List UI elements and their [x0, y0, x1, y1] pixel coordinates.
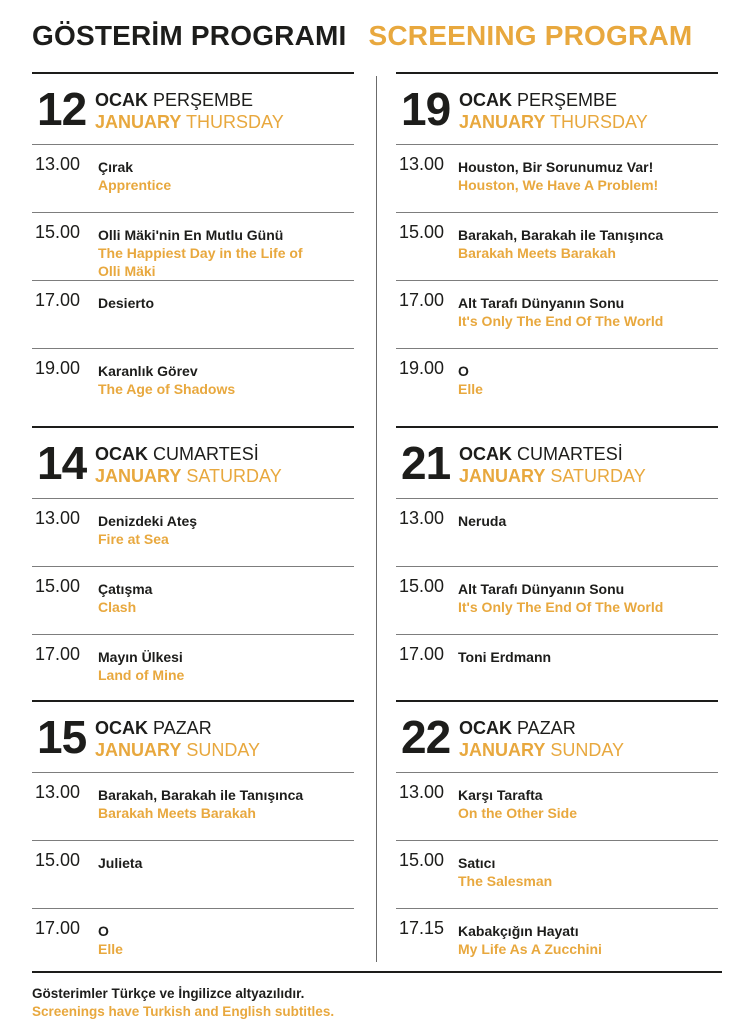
film-title-english-line1: Houston, We Have A Problem!: [458, 177, 659, 193]
weekday-english: SATURDAY: [186, 466, 282, 486]
month-english: JANUARY: [95, 740, 182, 760]
day-block: [32, 426, 354, 702]
day-label-english: [95, 466, 282, 486]
day-header: [396, 72, 718, 144]
film-title-english: [98, 176, 171, 194]
screening-slot: [32, 280, 354, 348]
film-title-english: [98, 940, 123, 958]
film-title-turkish: Alt Tarafı Dünyanın Sonu: [458, 295, 625, 311]
film-title-english: [458, 940, 602, 958]
screening-time: 15.00: [399, 222, 445, 242]
screening-slot: [396, 498, 718, 566]
day-label-english: [95, 740, 260, 760]
title-turkish: GÖSTERİM PROGRAMI: [32, 20, 347, 51]
day-header: [32, 72, 354, 144]
film-title-english-line1: My Life As A Zucchini: [458, 941, 602, 957]
screening-slot: [396, 212, 718, 280]
day-block: [396, 426, 718, 702]
screening-time: 19.00: [35, 358, 81, 378]
screening-time: 15.00: [35, 850, 81, 870]
screening-slot: [396, 280, 718, 348]
day-number: 19: [401, 83, 451, 135]
film-title-english-line1: The Salesman: [458, 873, 553, 889]
weekday-turkish: CUMARTESİ: [517, 444, 623, 464]
screening-time: 17.00: [399, 290, 445, 310]
screening-slot: [32, 772, 354, 840]
film-title-english: [458, 598, 663, 616]
screening-time: 13.00: [399, 508, 445, 528]
film-title-english-line1: The Age of Shadows: [98, 381, 236, 397]
screening-slot: [32, 634, 354, 702]
page-title: [32, 20, 692, 52]
film-title-english: [98, 804, 256, 822]
month-english: JANUARY: [459, 112, 546, 132]
day-label-english: [459, 466, 646, 486]
film-title-turkish: Toni Erdmann: [458, 649, 552, 665]
day-header: [396, 700, 718, 772]
screening-slot: [32, 566, 354, 634]
film-title-turkish: Julieta: [98, 855, 143, 871]
screening-time: 15.00: [399, 576, 445, 596]
screening-slot: [396, 348, 718, 416]
screening-time: 13.00: [399, 154, 445, 174]
month-english: JANUARY: [95, 466, 182, 486]
weekday-turkish: PERŞEMBE: [153, 90, 254, 110]
film-title-turkish: Çatışma: [98, 581, 153, 597]
screening-slot: [396, 772, 718, 840]
film-title-english: [458, 244, 616, 262]
weekday-turkish: PERŞEMBE: [517, 90, 618, 110]
screening-slot: [32, 840, 354, 908]
screening-slot: [32, 212, 354, 280]
film-title-turkish: O: [98, 923, 109, 939]
screening-time: 15.00: [35, 576, 81, 596]
film-title-english: [98, 380, 235, 398]
film-title-english: [458, 380, 483, 398]
month-english: JANUARY: [459, 740, 546, 760]
film-title-turkish: Çırak: [98, 159, 134, 175]
film-title-turkish: Satıcı: [458, 855, 496, 871]
film-title-english-line1: Fire at Sea: [98, 531, 169, 547]
day-block: [32, 72, 354, 416]
film-title-turkish: Barakah, Barakah ile Tanışınca: [98, 787, 304, 803]
film-title-english-line1: It's Only The End Of The World: [458, 599, 664, 615]
screening-time: 17.00: [35, 644, 81, 664]
film-title-turkish: Mayın Ülkesi: [98, 649, 183, 665]
film-title-english: [458, 872, 552, 890]
film-title-english: [98, 598, 136, 616]
footer-note-english: Screenings have Turkish and English subtitles.: [32, 1004, 335, 1019]
day-block: [396, 700, 718, 976]
film-title-english-line1: Land of Mine: [98, 667, 185, 683]
month-english: JANUARY: [459, 466, 546, 486]
weekday-turkish: PAZAR: [517, 718, 576, 738]
film-title-english-line1: Clash: [98, 599, 137, 615]
day-header: [396, 426, 718, 498]
month-turkish: OCAK: [459, 718, 512, 738]
day-label-english: [459, 112, 648, 132]
weekday-english: THURSDAY: [550, 112, 648, 132]
month-turkish: OCAK: [95, 718, 148, 738]
film-title-turkish: Alt Tarafı Dünyanın Sonu: [458, 581, 625, 597]
day-label-turkish: [95, 718, 212, 738]
film-title-turkish: Neruda: [458, 513, 507, 529]
screening-slot: [396, 566, 718, 634]
film-title-english: [98, 530, 169, 548]
screening-time: 13.00: [35, 782, 81, 802]
day-label-english: [95, 112, 284, 132]
screening-time: 15.00: [35, 222, 81, 242]
day-number: 12: [37, 83, 87, 135]
film-title-turkish: Denizdeki Ateş: [98, 513, 198, 529]
day-label-turkish: [459, 90, 617, 110]
film-title-english-line1: On the Other Side: [458, 805, 578, 821]
weekday-turkish: CUMARTESİ: [153, 444, 259, 464]
screening-slot: [32, 348, 354, 416]
film-title-english-line1: It's Only The End Of The World: [458, 313, 664, 329]
screening-time: 13.00: [399, 782, 445, 802]
film-title-english: [98, 666, 184, 684]
film-title-english: [98, 244, 303, 280]
screening-time: 17.00: [35, 918, 81, 938]
film-title-english-line1: Elle: [98, 941, 123, 957]
weekday-english: SUNDAY: [550, 740, 625, 760]
footer-note-turkish: Gösterimler Türkçe ve İngilizce altyazılıdır.: [32, 986, 305, 1001]
screening-time: 19.00: [399, 358, 445, 378]
film-title-english-line1: Barakah Meets Barakah: [458, 245, 616, 261]
month-turkish: OCAK: [459, 444, 512, 464]
day-block: [396, 72, 718, 416]
day-label-turkish: [459, 718, 576, 738]
weekday-turkish: PAZAR: [153, 718, 212, 738]
day-block: [32, 700, 354, 976]
film-title-turkish: Barakah, Barakah ile Tanışınca: [458, 227, 664, 243]
month-turkish: OCAK: [95, 444, 148, 464]
film-title-turkish: Houston, Bir Sorunumuz Var!: [458, 159, 654, 175]
screening-slot: [396, 144, 718, 212]
screening-time: 17.00: [399, 644, 445, 664]
day-header: [32, 700, 354, 772]
screening-time: 15.00: [399, 850, 445, 870]
day-number: 14: [37, 437, 87, 489]
screening-time: 17.15: [399, 918, 445, 938]
film-title-english-line1: Elle: [458, 381, 483, 397]
month-english: JANUARY: [95, 112, 182, 132]
column-divider: [376, 76, 377, 962]
weekday-english: SUNDAY: [186, 740, 261, 760]
day-header: [32, 426, 354, 498]
day-number: 22: [401, 711, 451, 763]
film-title-english-line1: Apprentice: [98, 177, 172, 193]
screening-time: 13.00: [35, 154, 81, 174]
film-title-turkish: Kabakçığın Hayatı: [458, 923, 579, 939]
screening-slot: [32, 498, 354, 566]
film-title-turkish: Karanlık Görev: [98, 363, 198, 379]
day-number: 21: [401, 437, 451, 489]
screening-time: 17.00: [35, 290, 81, 310]
film-title-turkish: Olli Mäki'nin En Mutlu Günü: [98, 227, 284, 243]
day-label-turkish: [95, 444, 259, 464]
film-title-english: [458, 804, 577, 822]
film-title-turkish: O: [458, 363, 469, 379]
film-title-english-line1: The Happiest Day in the Life of: [98, 245, 303, 261]
weekday-english: SATURDAY: [550, 466, 646, 486]
month-turkish: OCAK: [459, 90, 512, 110]
screening-slot: [396, 634, 718, 702]
screening-time: 13.00: [35, 508, 81, 528]
screening-slot: [32, 144, 354, 212]
film-title-turkish: Desierto: [98, 295, 155, 311]
day-number: 15: [37, 711, 87, 763]
day-label-turkish: [95, 90, 253, 110]
film-title-english-line1: Barakah Meets Barakah: [98, 805, 256, 821]
film-title-english: [458, 176, 658, 194]
screening-slot: [32, 908, 354, 976]
film-title-english: [458, 312, 663, 330]
screening-slot: [396, 840, 718, 908]
screening-slot: [396, 908, 718, 976]
footer-divider: [32, 971, 722, 973]
film-title-turkish: Karşı Tarafta: [458, 787, 543, 803]
weekday-english: THURSDAY: [186, 112, 284, 132]
day-label-english: [459, 740, 624, 760]
day-label-turkish: [459, 444, 623, 464]
film-title-english-line2: Olli Mäki: [98, 263, 156, 279]
month-turkish: OCAK: [95, 90, 148, 110]
title-english: SCREENING PROGRAM: [368, 20, 693, 51]
